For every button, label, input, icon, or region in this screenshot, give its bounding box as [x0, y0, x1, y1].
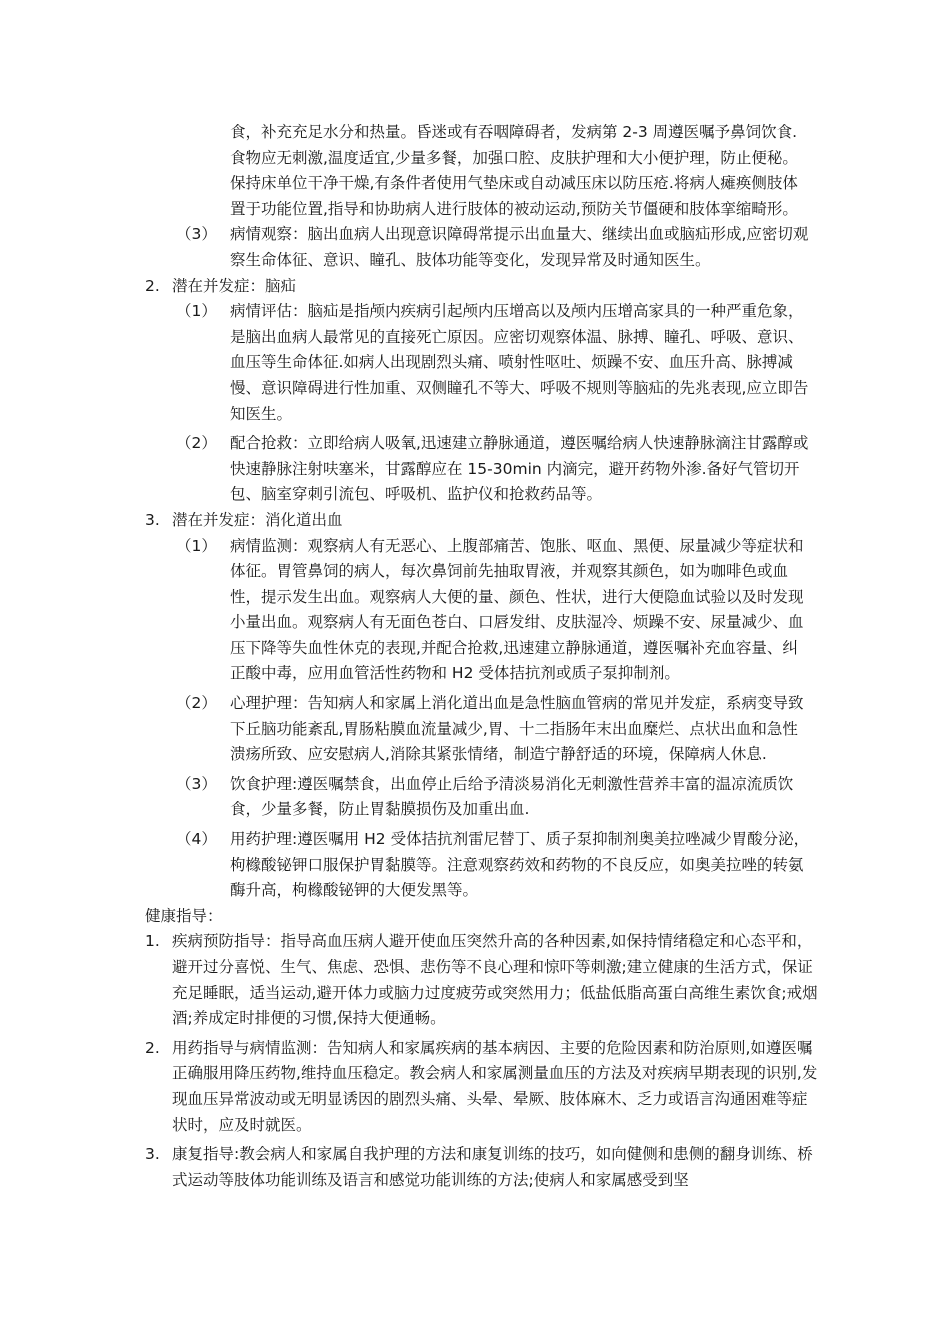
- section-3-item-2: [0, 691, 812, 768]
- health-item-3: [0, 1142, 822, 1193]
- section-title: 潜在并发症：消化道出血: [172, 510, 343, 529]
- item-text: 康复指导:教会病人和家属自我护理的方法和康复训练的技巧，如向健侧和患侧的翻身训练、桥式运动等肢体功能训练及语言和感觉功能训练的方法;使病人和家属感受到坚: [172, 1145, 813, 1189]
- intro-paragraph: [0, 120, 812, 222]
- section-2-item-1: [0, 299, 812, 427]
- item-text: 病情观察：脑出血病人出现意识障碍常提示出血量大、继续出血或脑疝形成,应密切观察生命体征、意识、瞳孔、肢体功能等变化，发现异常及时通知医生。: [230, 225, 809, 269]
- item-mark: （2）: [176, 694, 217, 713]
- health-guidance-heading: [0, 904, 950, 930]
- item-mark: （3）: [176, 225, 217, 244]
- section-mark: 2.: [145, 276, 160, 295]
- section-3-item-3: [0, 772, 812, 823]
- item-mark: 3.: [145, 1145, 160, 1164]
- item-text: 配合抢救：立即给病人吸氧,迅速建立静脉通道，遵医嘱给病人快速静脉滴注甘露醇或快速静脉注射呋塞米，甘露醇应在 15-30min 内滴完，避开药物外渗.备好气管切开包、脑室穿刺引流包、呼吸机、监护仪和抢救药品等。: [230, 434, 809, 504]
- intro-text: 食，补充充足水分和热量。昏迷或有吞咽障碍者，发病第 2-3 周遵医嘱予鼻饲饮食.食物应无刺激,温度适宜,少量多餐，加强口腔、皮肤护理和大小便护理，防止便秘。保持床单位干净干燥,有条件者使用气垫床或自动减压床以防压疮.将病人瘫痪侧肢体置于功能位置,指导和协助病人进行肢体的被动运动,预防关节僵硬和肢体挛缩畸形。: [230, 123, 798, 218]
- item-mark: （1）: [176, 536, 217, 555]
- item-text: 用药指导与病情监测：告知病人和家属疾病的基本病因、主要的危险因素和防治原则,如遵医嘱正确服用降压药物,维持血压稳定。教会病人和家属测量血压的方法及对疾病早期表现的识别,发现血压异常波动或无明显诱因的剧烈头痛、头晕、晕厥、肢体麻木、乏力或语言沟通困难等症状时，应及时就医。: [172, 1038, 818, 1134]
- section-2-item-2: [0, 431, 812, 508]
- item-mark: （1）: [176, 302, 217, 321]
- item-mark: （3）: [176, 774, 217, 793]
- item-text: 疾病预防指导：指导高血压病人避开使血压突然升高的各种因素,如保持情绪稳定和心态平和，避开过分喜悦、生气、焦虑、恐惧、悲伤等不良心理和惊吓等刺激;建立健康的生活方式，保证充足睡眠，适当运动,避开体力或脑力过度疲劳或突然用力；低盐低脂高蛋白高维生素饮食;戒烟酒;养成定时排便的习惯,保持大便通畅。: [172, 932, 818, 1028]
- section-title: 潜在并发症：脑疝: [172, 276, 297, 295]
- section-3-heading: [0, 508, 822, 534]
- health-item-1: [0, 929, 822, 1031]
- section-3-item-1: [0, 534, 812, 688]
- item-text: 用药护理:遵医嘱用 H2 受体拮抗剂雷尼替丁、质子泵抑制剂奥美拉唑减少胃酸分泌，枸橼酸铋钾口服保护胃黏膜等。注意观察药效和药物的不良反应，如奥美拉唑的转氨酶升高，枸橼酸铋钾的大便发黑等。: [230, 830, 810, 900]
- item-3-observation: [0, 222, 812, 273]
- item-mark: 2.: [145, 1038, 160, 1057]
- item-mark: （4）: [176, 830, 217, 849]
- item-mark: 1.: [145, 932, 160, 951]
- document-page: [0, 120, 950, 1193]
- item-text: 饮食护理:遵医嘱禁食，出血停止后给予清淡易消化无刺激性营养丰富的温凉流质饮食，少量多餐，防止胃黏膜损伤及加重出血.: [230, 774, 794, 819]
- section-3-item-4: [0, 827, 812, 904]
- item-text: 病情评估：脑疝是指颅内疾病引起颅内压增高以及颅内压增高家具的一种严重危象，是脑出血病人最常见的直接死亡原因。应密切观察体温、脉搏、瞳孔、呼吸、意识、血压等生命体征.如病人出现剧烈头痛、喷射性呕吐、烦躁不安、血压升高、脉搏减慢、意识障碍进行性加重、双侧瞳孔不等大、呼吸不规则等脑疝的先兆表现,应立即告知医生。: [230, 302, 809, 423]
- item-mark: （2）: [176, 434, 217, 453]
- health-title: 健康指导：: [145, 906, 223, 925]
- section-2-heading: [0, 274, 822, 300]
- item-text: 心理护理：告知病人和家属上消化道出血是急性脑血管病的常见并发症，系病变导致下丘脑功能紊乱,胃肠粘膜血流量减少,胃、十二指肠年末出血糜烂、点状出血和急性溃疡所致、应安慰病人,消除其紧张情绪，制造宁静舒适的环境，保障病人休息.: [230, 694, 804, 764]
- health-item-2: [0, 1036, 822, 1138]
- section-mark: 3.: [145, 510, 160, 529]
- item-text: 病情监测：观察病人有无恶心、上腹部痛苦、饱胀、呕血、黑便、尿量减少等症状和体征。胃管鼻饲的病人，每次鼻饲前先抽取胃液，并观察其颜色，如为咖啡色或血性，提示发生出血。观察病人大便的量、颜色、性状，进行大便隐血试验以及时发现小量出血。观察病人有无面色苍白、口唇发绀、皮肤湿冷、烦躁不安、尿量减少、血压下降等失血性休克的表现,并配合抢救,迅速建立静脉通道，遵医嘱补充血容量、纠正酸中毒，应用血管活性药物和 H2 受体拮抗剂或质子泵抑制剂。: [230, 536, 804, 683]
